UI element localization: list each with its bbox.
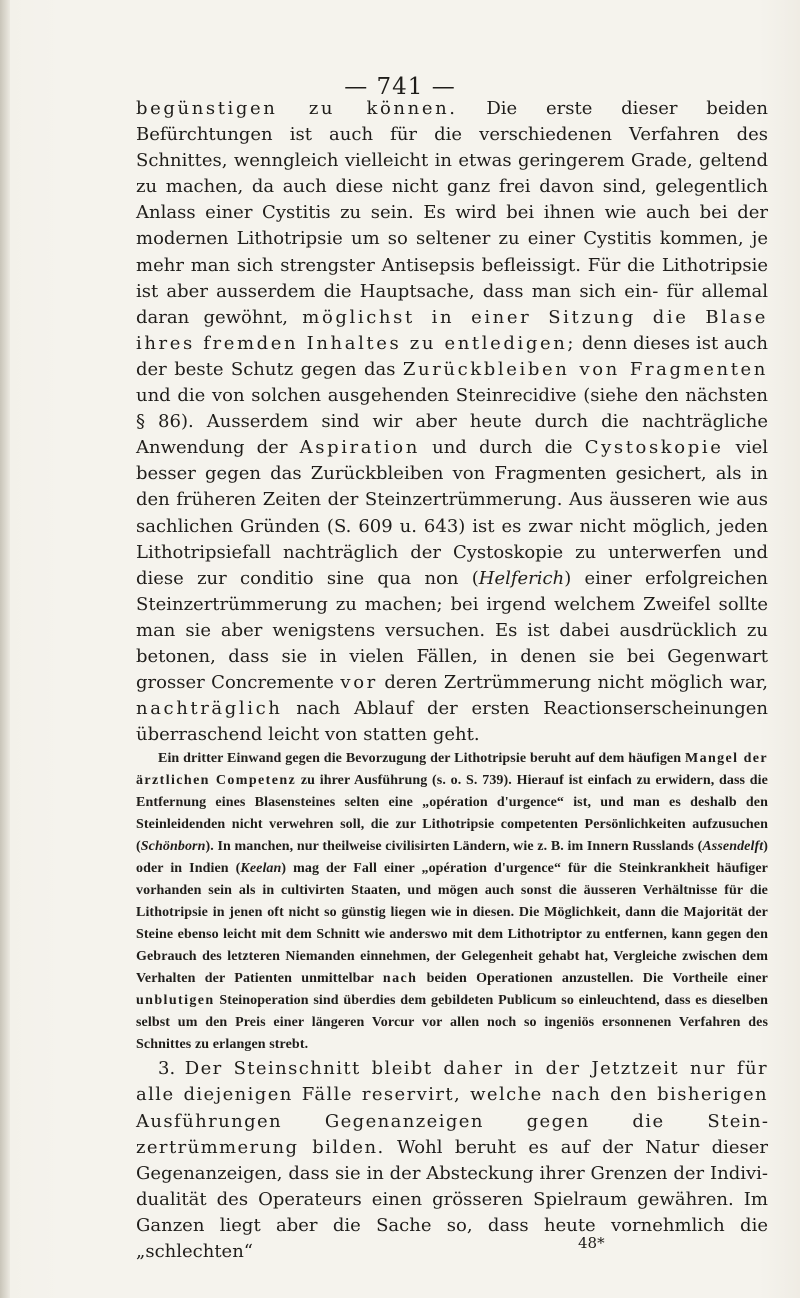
text-run: Zurückbleiben von Fragmenten <box>402 358 768 380</box>
text-run: ) oder in Indien ( <box>136 839 768 877</box>
text-run: ) einer erfolgreichen Steinzertrümmerung zu machen; bei irgend welchem Zweifel sollte man sie aber wenigstens versuchen. Es ist dabei ausdrücklich zu betonen, dass sie in vielen Fällen, in denen sie bei Gegenwart grosser Concremente <box>136 567 768 694</box>
text-run: und die von solchen ausgehenden Steinrecidive (siehe den nächsten § 86). Ausserdem sind wir aber heute durch die nachträgliche Anwendung der <box>136 385 768 459</box>
text-run: und durch die <box>419 437 585 459</box>
text-run: beiden Operationen anzustellen. Die Vortheile einer <box>417 971 768 987</box>
text-run: Cystoskopie <box>584 437 724 459</box>
text-run: Assendelft <box>702 839 764 855</box>
text-run: Schönborn <box>140 839 206 855</box>
page-body <box>136 96 768 1265</box>
paragraph-main-3 <box>136 1056 768 1265</box>
text-run: nachträglich <box>136 698 283 720</box>
text-run: zu ihrer Ausführung (s. o. S. 739). Hierauf ist einfach zu erwidern, dass die Entfernung eines Blasensteines selten eine „opération d'urgence“ ist, und man es deshalb den Steinleidenden nicht verwehren soll, die zur Lithotripsie competenten Persönlichkeiten aufzusuchen ( <box>136 773 768 855</box>
text-run: nach Ablauf der ersten Reactionserscheinungen überraschend leicht von statten geht. <box>136 698 768 746</box>
text-run: deren Zertrümmerung nicht möglich war, <box>377 672 768 694</box>
text-run: viel besser gegen das Zurückbleiben von Fragmenten gesichert, als in den früheren Zeiten der Steinzertrümmerung. Aus äusseren wie aus sachlichen Gründen (S. 609 u. 643) ist es zwar nicht möglich, jeden Lithotripsiefall nachträglich der Cystoskopie zu unterwerfen und diese zur conditio sine qua non ( <box>136 437 769 589</box>
paragraph-main-1 <box>136 96 768 748</box>
text-run: ). In manchen, nur theilweise civilisirten Ländern, wie z. B. im Innern Russlands ( <box>205 839 703 855</box>
text-run: begünstigen zu können. <box>136 98 458 119</box>
text-run: 3. <box>158 1058 185 1080</box>
page-number: — 741 — <box>344 74 456 100</box>
text-run: Mangel der ärztlichen Competenz <box>136 751 768 789</box>
page-gutter-shadow <box>0 0 10 1298</box>
text-run: Steinoperation sind überdies dem gebildeten Publicum so einleuchtend, dass es dieselben selbst um den Preis einer längeren Vorcur vor allen noch so ingeniös ersonnenen Verfahren des Schnittes zu erlangen strebt. <box>136 993 768 1053</box>
text-run: nach <box>382 971 418 987</box>
text-run: Wohl beruht es auf der Natur dieser Gegenanzeigen, dass sie in der Absteckung ihrer Grenzen der Individualität des Operateurs einen grösseren Spielraum gewähren. Im Ganzen liegt aber die Sache so, dass heute vornehmlich die „schlechten“ <box>136 1136 768 1262</box>
text-run: Helferich <box>478 567 565 589</box>
text-run: denn dieses ist auch der beste Schutz gegen das <box>136 332 769 380</box>
text-run: Ein dritter Einwand gegen die Bevorzugung der Lithotripsie beruht auf dem häufigen <box>158 751 685 767</box>
text-run: möglichst in einer Sitzung die Blase ihres fremden Inhaltes zu entledigen; <box>136 306 769 354</box>
printer-signature: 48* <box>578 1234 605 1252</box>
text-run: Der Steinschnitt bleibt daher in der Jetztzeit nur für alle diejenigen Fälle reservirt, welche nach den bisherigen Ausführungen Gegenanzeigen gegen die Steinzertrümmerung bilden. <box>136 1058 768 1158</box>
text-run: Aspiration <box>299 437 420 459</box>
text-run: unblutigen <box>136 993 215 1009</box>
text-run: vor <box>340 672 378 694</box>
text-run: ) mag der Fall einer „opération d'urgence“ für die Steinkrankheit häufiger vorhanden sein als in cultivirten Staaten, und mögen auch sonst die äusseren Verhältnisse für die Lithotripsie in jenen oft nicht so günstig liegen wie in diesen. Die Möglichkeit, dann die Majorität der Steine ebenso leicht mit dem Schnitt wie anderswo mit dem Lithotriptor zu entfernen, kann gegen den Gebrauch des letzteren Niemanden einnehmen, der Gelegenheit gehabt hat, Vergleiche zwischen dem Verhalten der Patienten unmittelbar <box>136 861 768 987</box>
text-run: Die erste dieser beiden Befürchtungen ist auch für die verschiedenen Verfahren des Schnittes, wenngleich vielleicht in etwas geringerem Grade, geltend zu machen, da auch diese nicht ganz frei davon sind, gelegentlich Anlass einer Cystitis zu sein. Es wird bei ihnen wie auch bei der modernen Lithotripsie um so seltener zu einer Cystitis kommen, je mehr man sich strengster Antisepsis befleissigt. Für die Lithotripsie ist aber ausserdem die Hauptsache, dass man sich ein- für allemal daran gewöhnt, <box>136 98 769 328</box>
text-run: Keelan <box>240 861 282 877</box>
paragraph-small-print <box>136 748 768 1056</box>
